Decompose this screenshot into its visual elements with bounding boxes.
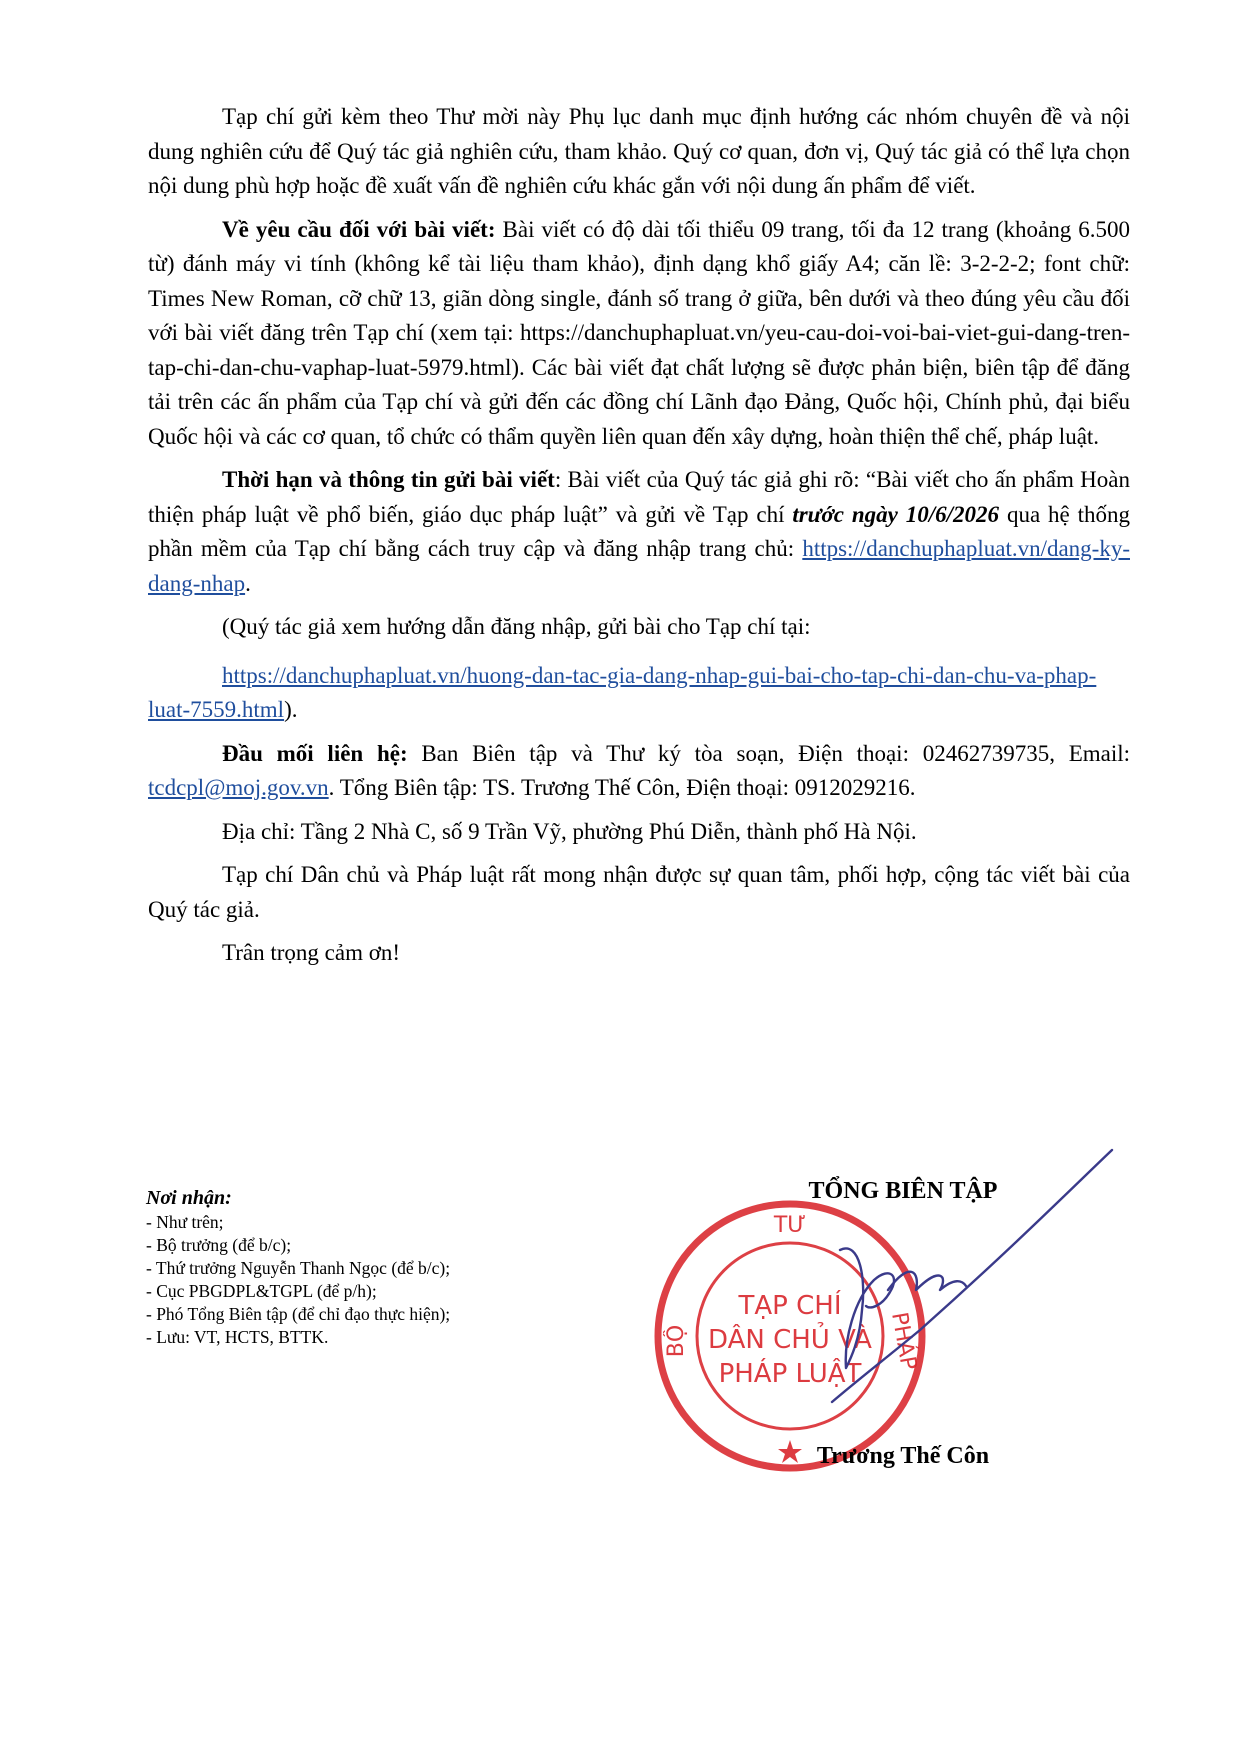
requirements-text: Bài viết có độ dài tối thiểu 09 trang, tối đa 12 trang (khoảng 6.500 từ) đánh máy vi tính (không kể tài liệu tham khảo), định dạng khổ giấy A4; căn lề: 3-2-2-2; font chữ: Times New Roman, cỡ chữ 13, giãn dòng single, đánh số trang ở giữa, bên dưới và theo đúng yêu cầu đối với bài viết đăng trên Tạp chí (xem tại: https://danchuphapluat.vn/yeu-cau-doi-voi-bai-viet-gui-dang-tren-tap-chi-dan-chu-vaphap-luat-5979.html). Các bài viết đạt chất lượng sẽ được phản biện, biên tập để đăng tải trên các ấn phẩm của Tạp chí và gửi đến các đồng chí Lãnh đạo Đảng, Quốc hội, Chính phủ, đại biểu Quốc hội và các cơ quan, tổ chức có thẩm quyền liên quan đến xây dựng, hoàn thiện thể chế, pháp luật. (148, 216, 1130, 449)
letter-body (148, 100, 1130, 980)
deadline-text-b: qua hệ thống phần mềm của Tạp chí bằng cách truy cập và đăng nhập trang chủ: (148, 501, 1131, 561)
signature-title: TỔNG BIÊN TẬP (808, 1178, 998, 1204)
signer-name: Trương Thế Côn (816, 1443, 990, 1469)
paragraph-attachment: Tạp chí gửi kèm theo Thư mời này Phụ lục danh mục định hướng các nhóm chuyên đề và nội dung nghiên cứu để Quý tác giả nghiên cứu, tham khảo. Quý cơ quan, đơn vị, Quý tác giả có thể lựa chọn nội dung phù hợp hoặc đề xuất vấn đề nghiên cứu khác gắn với nội dung ấn phẩm để viết. (148, 104, 1130, 198)
contact-text-b: . Tổng Biên tập: TS. Trương Thế Côn, Điện thoại: 0912029216. (328, 775, 916, 800)
list-item: - Bộ trưởng (để b/c); (146, 1235, 292, 1255)
recipients-title: Nơi nhận: (146, 1187, 232, 1209)
deadline-label: Thời hạn và thông tin gửi bài viết (222, 467, 555, 492)
paragraph-guide-intro: (Quý tác giả xem hướng dẫn đăng nhập, gửi bài cho Tạp chí tại: (222, 614, 811, 639)
signature-tail-stroke (888, 1272, 966, 1290)
list-item: - Phó Tổng Biên tập (để chỉ đạo thực hiện); (146, 1304, 451, 1324)
paragraph-contact (148, 737, 1130, 806)
recipients-block (146, 1185, 666, 1349)
login-link[interactable]: https://danchuphapluat.vn/dang-ky-dang-nhap (148, 536, 1130, 596)
list-item: - Cục PBGDPL&TGPL (để p/h); (146, 1281, 377, 1301)
recipients-list (146, 1211, 666, 1349)
signature-long-stroke (832, 1150, 1112, 1402)
list-item: - Thứ trưởng Nguyễn Thanh Ngọc (để b/c); (146, 1258, 451, 1278)
contact-text-a: Ban Biên tập và Thư ký tòa soạn, Điện thoại: 02462739735, Email: (407, 740, 1131, 766)
deadline-date: trước ngày 10/6/2026 (792, 501, 1000, 527)
paragraph-address: Địa chỉ: Tầng 2 Nhà C, số 9 Trần Vỹ, phường Phú Diễn, thành phố Hà Nội. (222, 818, 917, 844)
list-item: - Như trên; (146, 1212, 224, 1232)
seal-center-line-3: PHÁP LUẬT (718, 1359, 862, 1389)
paragraph-requirements (148, 213, 1130, 455)
paragraph-thanks: Trân trọng cảm ơn! (222, 940, 401, 965)
seal-center-line-2: DÂN CHỦ VÀ (708, 1325, 872, 1355)
paragraph-closing: Tạp chí Dân chủ và Pháp luật rất mong nhận được sự quan tâm, phối hợp, cộng tác viết bài của Quý tác giả. (148, 862, 1130, 922)
guide-end: ). (284, 697, 298, 722)
deadline-text-a: : Bài viết của Quý tác giả ghi rõ: “Bài viết cho ấn phẩm Hoàn thiện pháp luật về phổ biến, giáo dục pháp luật” và gửi về Tạp chí (148, 467, 1130, 527)
deadline-end: . (245, 570, 251, 596)
paragraph-guide-link (148, 659, 1130, 728)
seal-top-text: TƯ (773, 1213, 807, 1238)
signature-loop-stroke (840, 1248, 894, 1368)
requirements-label: Về yêu cầu đối với bài viết: (222, 216, 496, 242)
email-link[interactable]: tcdcpl@moj.gov.vn (148, 775, 329, 800)
paragraph-deadline (148, 463, 1130, 601)
seal-right-text: PHÁP (886, 1310, 921, 1372)
contact-label: Đầu mối liên hệ: (222, 740, 408, 766)
guide-link[interactable]: https://danchuphapluat.vn/huong-dan-tac-gia-dang-nhap-gui-bai-cho-tap-chi-dan-chu-va-phap-luat-7559.html (148, 662, 1097, 722)
list-item: - Lưu: VT, HCTS, BTTK. (146, 1327, 329, 1347)
handwritten-signature (770, 1140, 1130, 1410)
seal-center-line-1: TẠP CHÍ (738, 1291, 842, 1321)
seal-left-text: BỘ (664, 1324, 689, 1358)
